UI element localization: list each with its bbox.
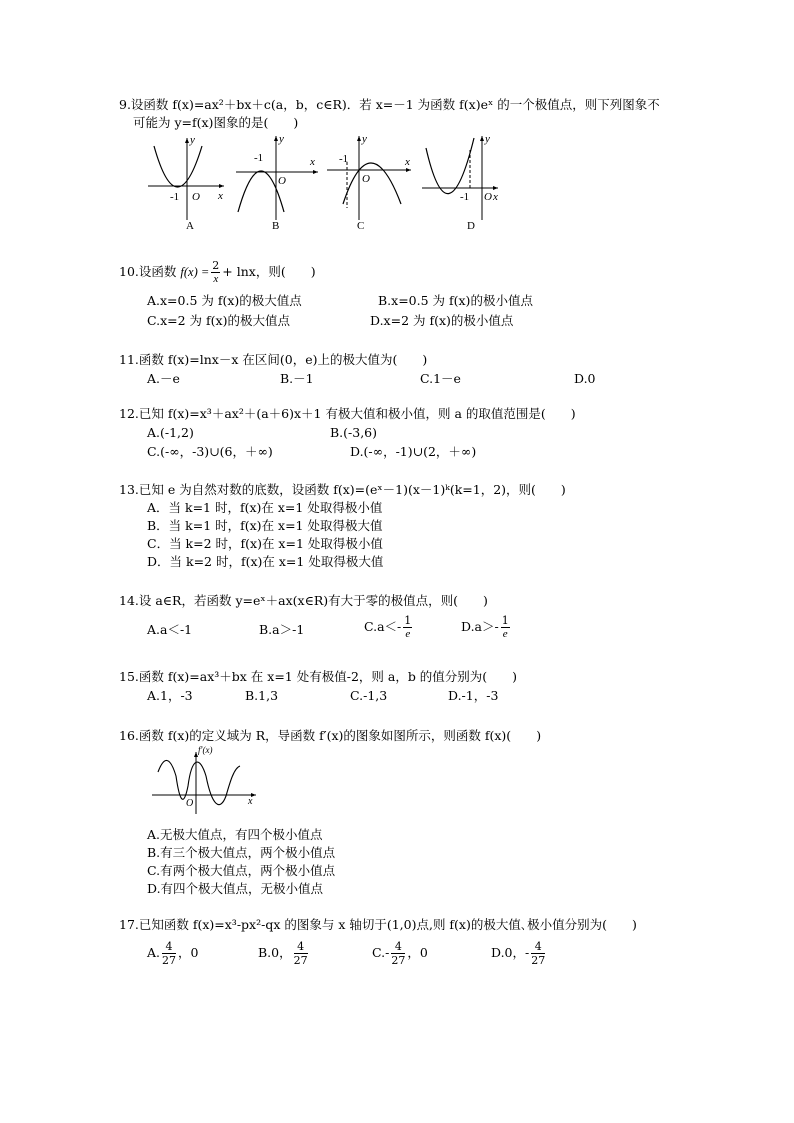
q10-option-a: A.x=0.5 为 f(x)的极大值点 (147, 293, 302, 308)
option-prefix: D.a＞- (461, 619, 499, 634)
x-axis-arrow-icon (406, 168, 411, 172)
minus-one-label: -1 (460, 191, 470, 203)
q12-option-d: D.(-∞，-1)∪(2，＋∞) (350, 444, 477, 459)
fraction-4-over-27 (531, 940, 545, 967)
derivative-curve (158, 760, 240, 804)
option-prefix: B.0， (258, 945, 292, 960)
q17-option-d (491, 938, 547, 968)
q12-option-b: B.(-3,6) (330, 425, 378, 440)
q10-option-d: D.x=2 为 f(x)的极小值点 (370, 313, 514, 328)
option-suffix: ，0 (178, 945, 199, 960)
option-suffix: ，0 (407, 945, 428, 960)
q15-stem: 15.函数 f(x)=ax³＋bx 在 x=1 处有极值-2，则 a，b 的值分别为( ) (119, 669, 518, 684)
q9-graph-b (230, 132, 325, 232)
q9-stem-line2: 可能为 y=f(x)图象的是( ) (133, 115, 299, 130)
q11-option-c: C.1－e (420, 371, 461, 386)
q12-option-c: C.(-∞，-3)∪(6，＋∞) (147, 444, 273, 459)
q10-stem-b: + lnx，则( ) (222, 264, 316, 279)
graph-a-label: A (186, 220, 194, 232)
q17-option-a (147, 938, 198, 968)
q9-graph-d (420, 132, 510, 232)
y-label: y (362, 133, 367, 145)
q14-option-a: A.a＜-1 (147, 622, 193, 637)
fraction-1-over-e (501, 614, 510, 641)
q15-option-c: C.-1,3 (350, 688, 388, 703)
q16-option-c: C.有两个极大值点，两个极小值点 (147, 863, 336, 878)
q14-option-c (364, 612, 414, 642)
origin-label: O (192, 191, 200, 203)
y-label: f′(x) (198, 745, 213, 755)
q10-stem (119, 258, 316, 286)
minus-one-label: -1 (339, 153, 349, 165)
y-axis-arrow-icon (274, 136, 278, 141)
y-label: y (190, 134, 195, 146)
fraction-denominator: 27 (162, 954, 177, 967)
q16-option-d: D.有四个极大值点，无极小值点 (147, 881, 324, 896)
q10-fraction (211, 259, 220, 286)
fraction-denominator: 27 (531, 954, 546, 967)
fraction-4-over-27 (294, 940, 308, 967)
origin-label: O (186, 798, 194, 809)
q9-graph-c (325, 132, 420, 232)
parabola-curve (154, 146, 202, 187)
q13-option-b: B．当 k=1 时，f(x)在 x=1 处取得极大值 (147, 518, 383, 533)
q12-stem: 12.已知 f(x)=x³＋ax²＋(a＋6)x＋1 有极大值和极小值，则 a 的取值范围是( ) (119, 406, 576, 421)
q16-option-b: B.有三个极大值点，两个极小值点 (147, 845, 336, 860)
fraction-1-over-e (403, 614, 412, 641)
q11-option-a: A.－e (147, 371, 180, 386)
y-axis-arrow-icon (357, 136, 361, 141)
q10-option-c: C.x=2 为 f(x)的极大值点 (147, 313, 290, 328)
fraction-numerator: 2 (212, 259, 220, 272)
graph-d-label: D (467, 220, 475, 232)
fraction-numerator: 4 (294, 940, 308, 954)
parabola-curve (426, 138, 474, 194)
q13-option-d: D．当 k=2 时，f(x)在 x=1 处取得极大值 (147, 554, 384, 569)
q13-option-c: C．当 k=2 时，f(x)在 x=1 处取得极小值 (147, 536, 383, 551)
q14-stem: 14.设 a∈R，若函数 y=eˣ＋ax(x∈R)有大于零的极值点，则( ) (119, 593, 488, 608)
q11-option-b: B.－1 (280, 371, 314, 386)
q16-derivative-graph (150, 746, 265, 816)
q17-option-b (258, 938, 310, 968)
x-label: x (493, 191, 498, 203)
q11-stem: 11.函数 f(x)=lnx－x 在区间(0，e)上的极大值为( ) (119, 352, 428, 367)
fraction-4-over-27 (391, 940, 405, 967)
y-axis-arrow-icon (185, 138, 189, 143)
q17-stem: 17.已知函数 f(x)=x³-px²-qx 的图象与 x 轴切于(1,0)点,则 f(x)的极大值､极小值分别为( ) (119, 917, 637, 932)
x-axis-arrow-icon (313, 170, 318, 174)
option-prefix: C.- (372, 945, 390, 960)
q16-stem: 16.函数 f(x)的定义域为 R，导函数 f′(x)的图象如图所示，则函数 f(x)( ) (119, 728, 542, 743)
parabola-curve (343, 163, 401, 204)
fraction-denominator: x (213, 273, 219, 285)
fraction-denominator: e (502, 628, 508, 640)
y-axis-arrow-icon (480, 136, 484, 141)
fraction-numerator: 1 (501, 614, 509, 627)
q17-option-c (372, 938, 428, 968)
y-label: y (485, 133, 490, 145)
y-label: y (279, 133, 284, 145)
x-axis-arrow-icon (219, 184, 224, 188)
fraction-denominator: e (405, 628, 411, 640)
graph-b-label: B (272, 220, 280, 232)
x-axis-arrow-icon (493, 186, 498, 190)
fraction-numerator: 1 (404, 614, 412, 627)
origin-label: O (362, 173, 370, 185)
x-label: x (218, 190, 223, 202)
minus-one-label: -1 (254, 152, 264, 164)
minus-one-label: -1 (170, 191, 180, 203)
q9-graph-a (140, 132, 230, 232)
q11-option-d: D.0 (574, 371, 596, 386)
fraction-denominator: 27 (293, 954, 308, 967)
q15-option-a: A.1，-3 (147, 688, 193, 703)
x-label: x (248, 796, 253, 807)
fraction-4-over-27 (162, 940, 176, 967)
q15-option-d: D.-1，-3 (448, 688, 499, 703)
x-label: x (405, 156, 410, 168)
q13-option-a: A．当 k=1 时，f(x)在 x=1 处取得极小值 (147, 500, 383, 515)
q9-stem-line1: 9.设函数 f(x)=ax²＋bx＋c(a，b，c∈R)．若 x=－1 为函数 f(x)eˣ 的一个极值点，则下列图象不 (119, 97, 660, 112)
q10-fx: f(x) = (180, 265, 210, 279)
option-prefix: C.a＜- (364, 619, 402, 634)
origin-label: O (278, 175, 286, 187)
q10-stem-a: 10.设函数 (119, 264, 177, 279)
option-prefix: D.0，- (491, 945, 530, 960)
graph-c-label: C (357, 220, 365, 232)
fraction-denominator: 27 (391, 954, 406, 967)
q14-option-d (461, 612, 512, 642)
fraction-numerator: 4 (162, 940, 176, 954)
x-label: x (310, 156, 315, 168)
q13-stem: 13.已知 e 为自然对数的底数，设函数 f(x)=(eˣ－1)(x－1)ᵏ(k=1，2)，则( ) (119, 482, 566, 497)
q12-option-a: A.(-1,2) (147, 425, 194, 440)
option-prefix: A. (147, 945, 161, 960)
q14-option-b: B.a＞-1 (259, 622, 305, 637)
q16-option-a: A.无极大值点，有四个极小值点 (147, 827, 323, 842)
q10-option-b: B.x=0.5 为 f(x)的极小值点 (378, 293, 533, 308)
origin-label: O (484, 191, 492, 203)
q15-option-b: B.1,3 (245, 688, 279, 703)
fraction-numerator: 4 (391, 940, 405, 954)
fraction-numerator: 4 (531, 940, 545, 954)
